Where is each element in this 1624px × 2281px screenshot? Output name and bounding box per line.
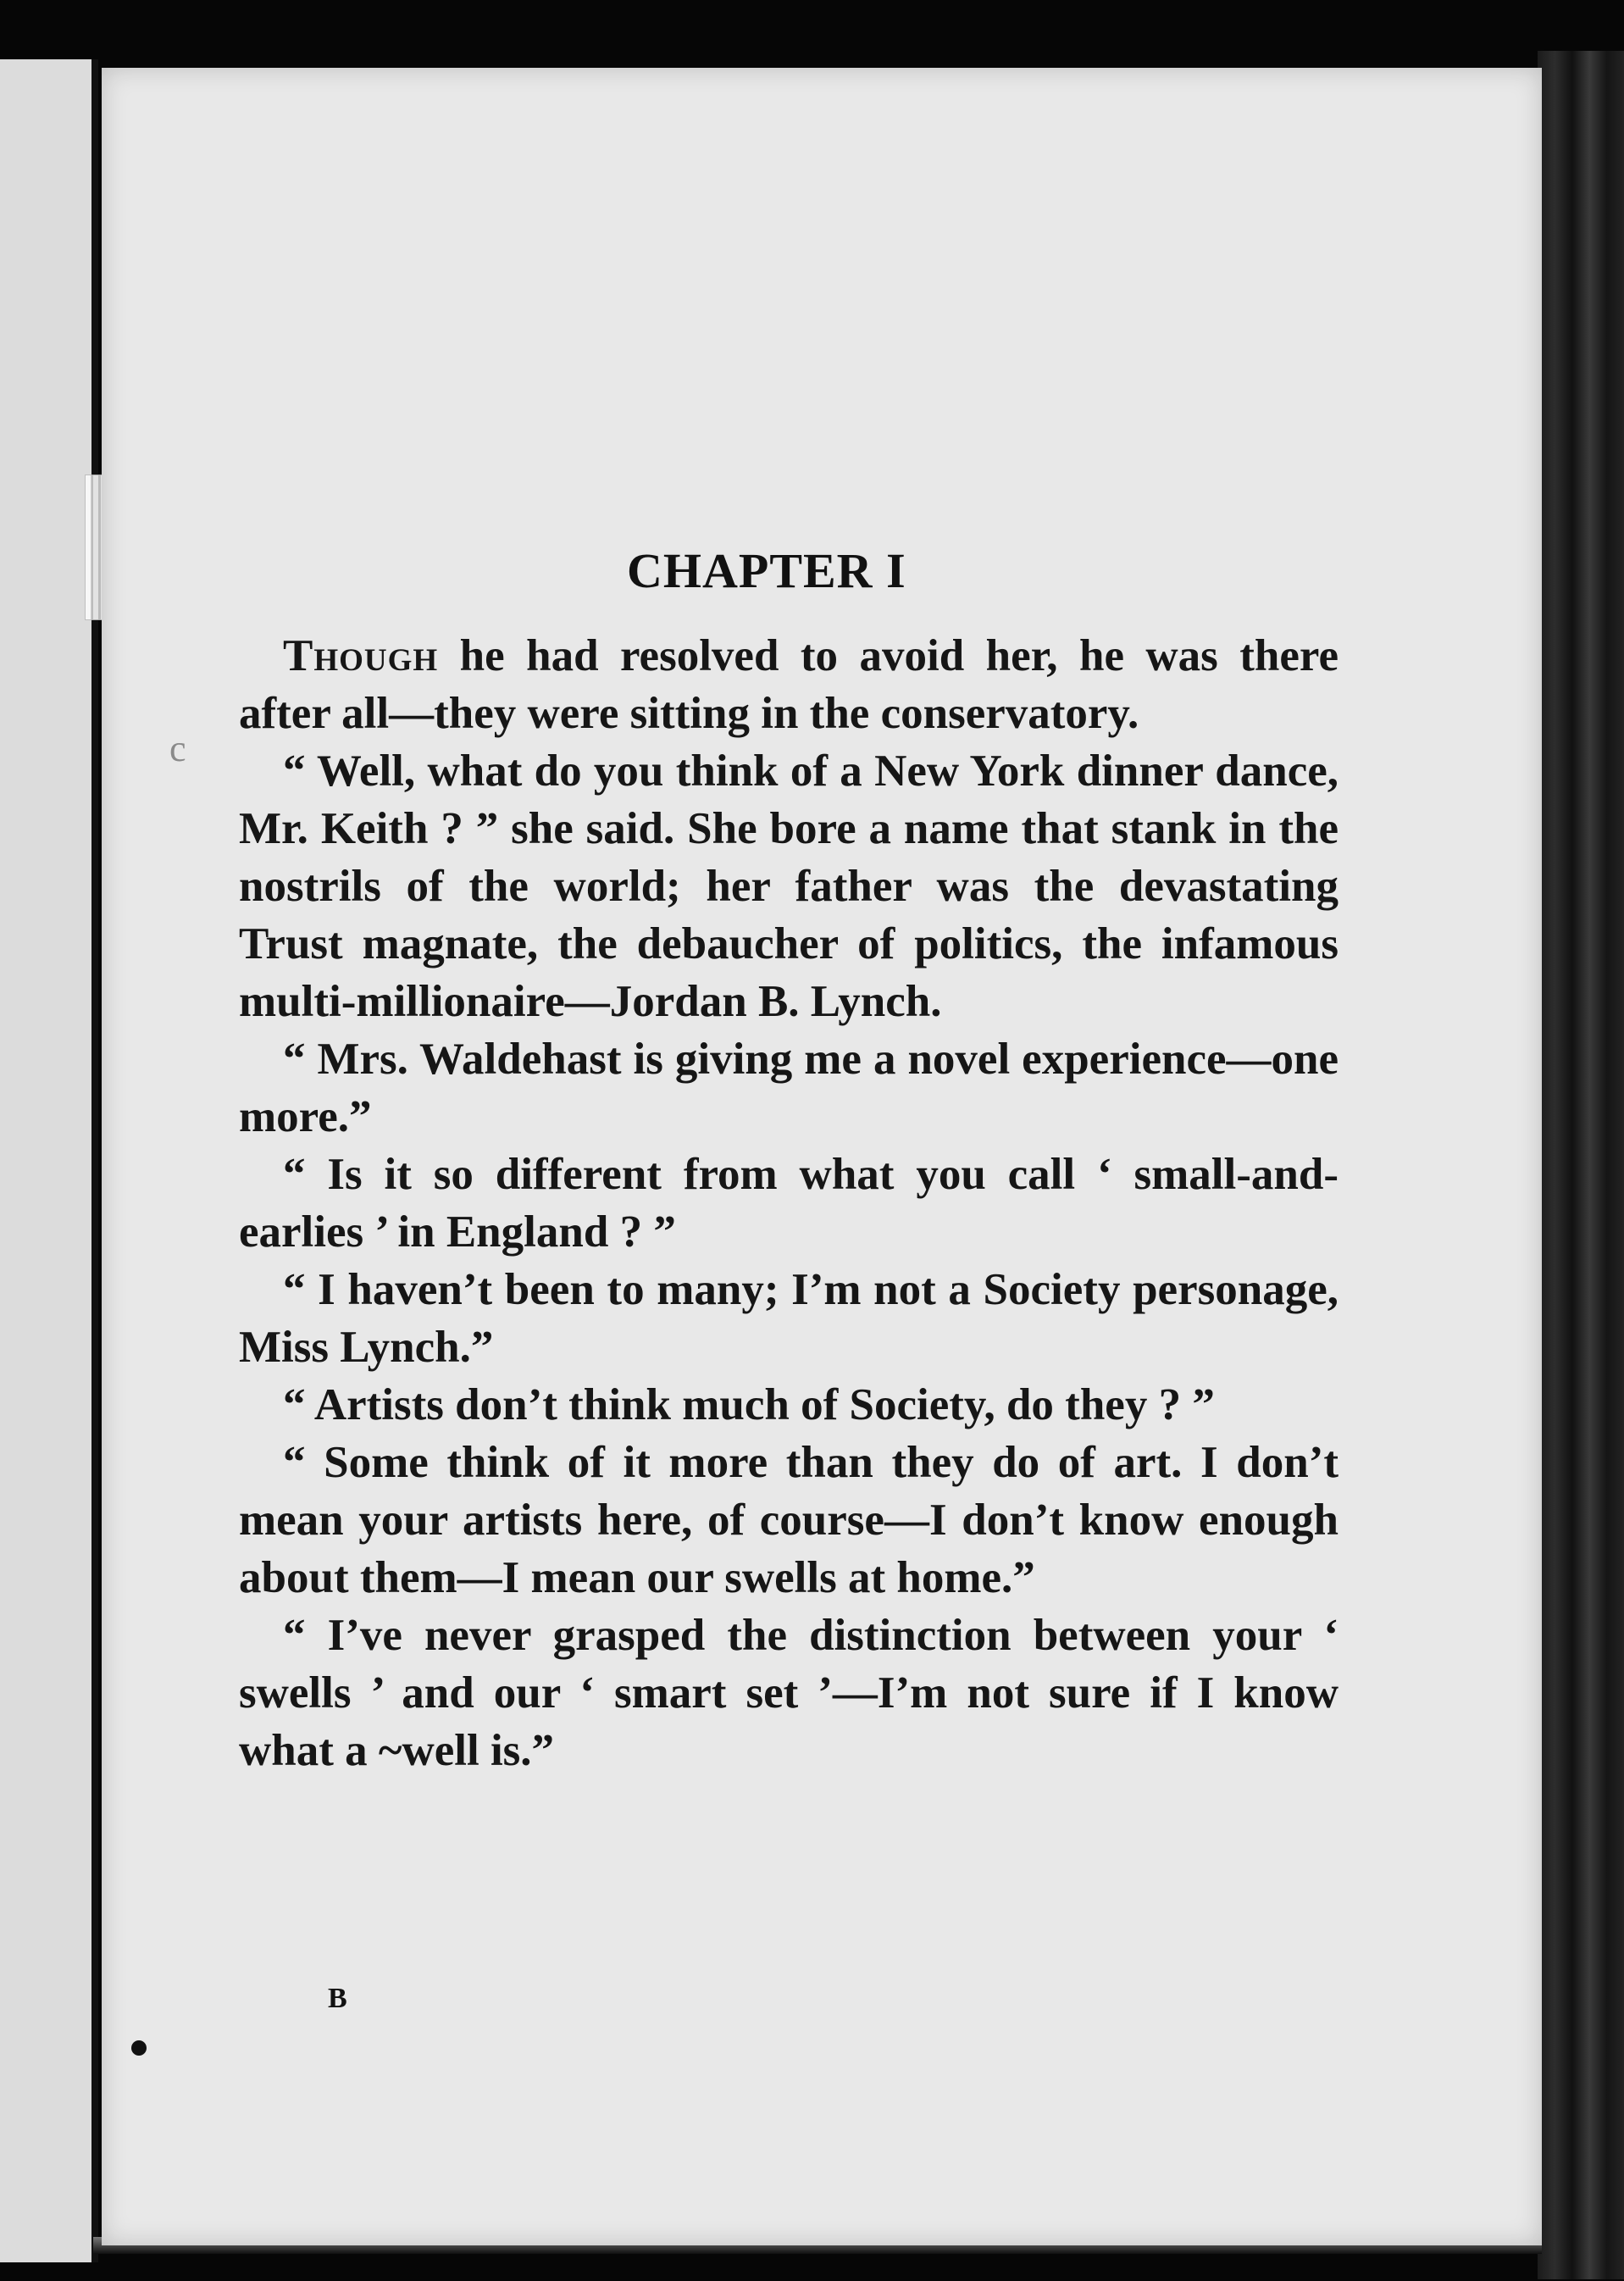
paragraph-8: “ I’ve never grasped the distinction between your ‘ swells ’ and our ‘ smart set ’—I’m not sure if I know what a ~well is.” xyxy=(239,1611,1339,1775)
paragraph-2: “ Well, what do you think of a New York dinner dance, Mr. Keith ? ” she said. She bore a name that stank in the nostrils of the world; her father was the devastating Trust magnate, the debaucher of politics, the infamous multi-millionaire—Jordan B. Lynch. xyxy=(239,746,1339,1026)
margin-mark: c xyxy=(169,728,186,769)
opening-text: he had resolved to avoid her, he was there after all—they were sitting in the conservatory. xyxy=(239,631,1339,738)
chapter-text xyxy=(239,627,1339,1779)
book-right-edge xyxy=(1538,51,1624,2279)
paragraph-3: “ Mrs. Waldehast is giving me a novel experience—one more.” xyxy=(239,1035,1339,1141)
paragraph-7: “ Some think of it more than they do of art. I don’t mean your artists here, of course—I don’t know enough about them—I mean our swells at home.” xyxy=(239,1438,1339,1602)
page-dot-mark xyxy=(131,2040,147,2056)
book-left-edge xyxy=(0,59,98,2262)
paragraph-6: “ Artists don’t think much of Society, do they ? ” xyxy=(283,1380,1215,1429)
signature-mark: B xyxy=(328,1983,347,2014)
chapter-title: CHAPTER I xyxy=(627,543,906,598)
paragraph-5: “ I haven’t been to many; I’m not a Society personage, Miss Lynch.” xyxy=(239,1265,1339,1372)
opening-word: Though xyxy=(283,631,439,680)
paragraph-4: “ Is it so different from what you call ‘ small-and-earlies ’ in England ? ” xyxy=(239,1150,1339,1257)
paragraph-1 xyxy=(239,627,1339,742)
